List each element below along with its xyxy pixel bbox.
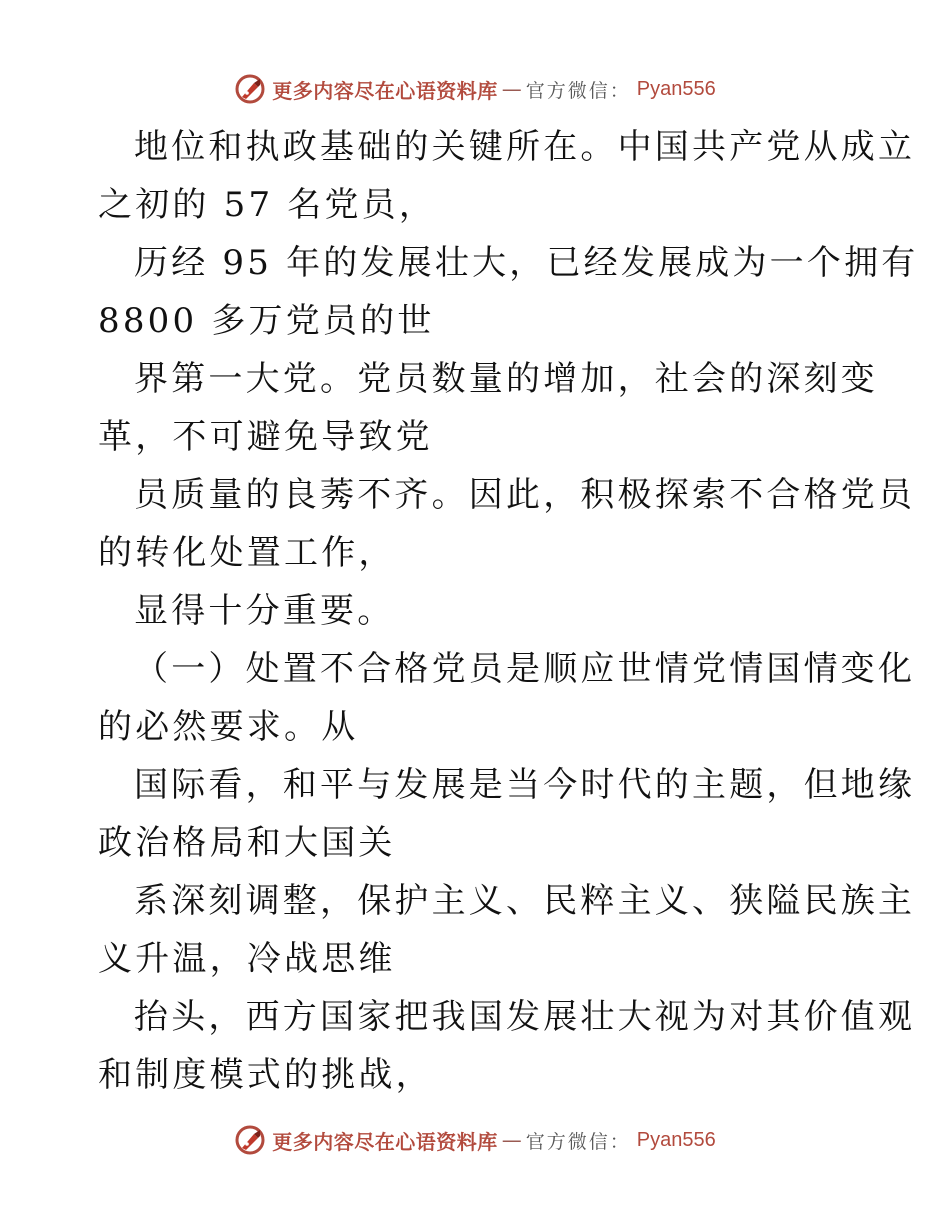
body-line: 系深刻调整，保护主义、民粹主义、狭隘民族主: [134, 881, 916, 921]
body-line: 的必然要求。从: [98, 707, 359, 747]
banner-dash: —: [501, 77, 522, 101]
pen-nib-logo-icon: [234, 1124, 266, 1156]
section-heading-line: （一）处置不合格党员是顺应世情党情国情变化: [134, 649, 916, 689]
banner-dash: —: [501, 1128, 522, 1152]
body-line: 和制度模式的挑战，: [98, 1055, 433, 1095]
body-line: 历经 95 年的发展壮大，已经发展成为一个拥有: [134, 243, 919, 283]
header-banner: [0, 72, 950, 106]
pen-nib-logo-icon: [234, 73, 266, 105]
body-line: 政治格局和大国关: [98, 823, 396, 863]
body-line: 抬头，西方国家把我国发展壮大视为对其价值观: [134, 997, 916, 1037]
banner-wechat-id: Pyan556: [636, 77, 716, 100]
body-line: 国际看，和平与发展是当今时代的主题，但地缘: [134, 765, 916, 805]
body-line: 员质量的良莠不齐。因此，积极探索不合格党员: [134, 475, 916, 515]
banner-slogan: 更多内容尽在心语资料库: [272, 1129, 498, 1154]
banner-slogan: 更多内容尽在心语资料库: [272, 78, 498, 103]
body-line: 义升温，冷战思维: [98, 939, 396, 979]
banner-wechat-label: 官方微信：: [525, 79, 631, 102]
body-line: 8800 多万党员的世: [98, 301, 435, 341]
body-line: 地位和执政基础的关键所在。中国共产党从成立: [134, 127, 916, 167]
banner-wechat-label: 官方微信：: [525, 1130, 631, 1153]
body-line: 显得十分重要。: [134, 591, 395, 631]
body-line: 之初的 57 名党员，: [98, 185, 437, 225]
body-line: 的转化处置工作，: [98, 533, 396, 573]
footer-banner: [0, 1123, 950, 1157]
banner-wechat-id: Pyan556: [636, 1128, 716, 1151]
document-body: [98, 118, 919, 1104]
body-line: 革，不可避免导致党: [98, 417, 433, 457]
body-line: 界第一大党。党员数量的增加，社会的深刻变: [134, 359, 878, 399]
